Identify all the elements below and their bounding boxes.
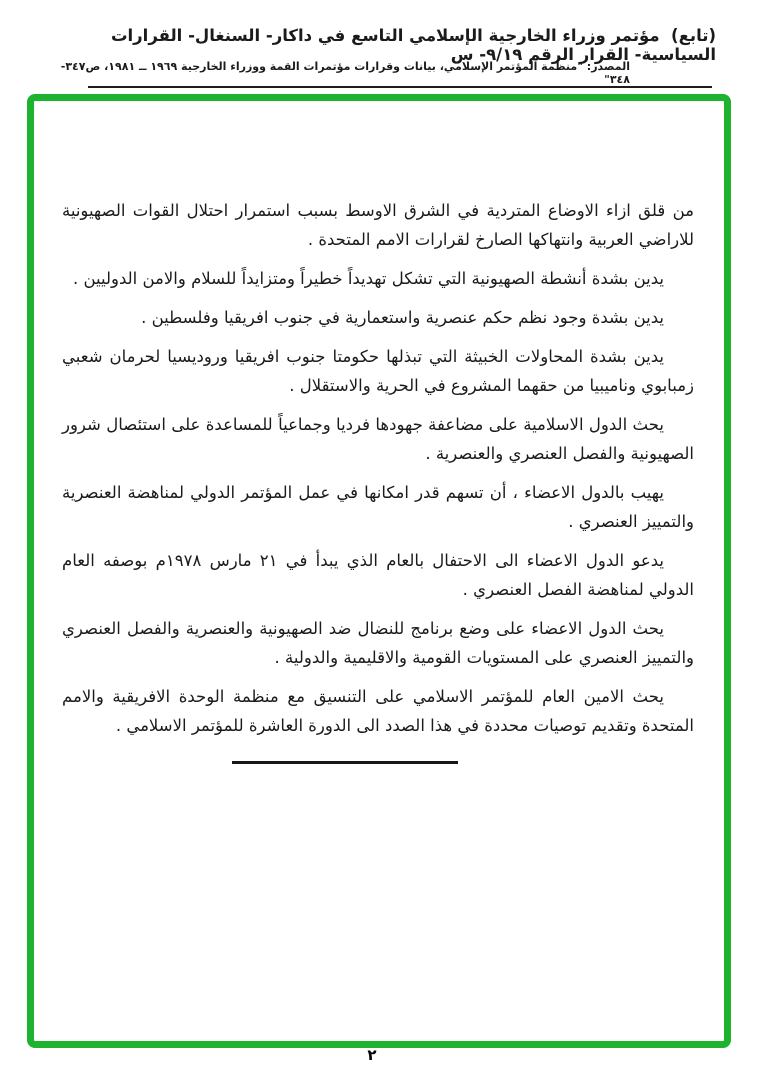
header-divider-rule	[88, 86, 712, 88]
paragraph: يدعو الدول الاعضاء الى الاحتفال بالعام الذي يبدأ في ٢١ مارس ١٩٧٨م بوصفه العام الدولي لمناهضة الفصل العنصري .	[62, 551, 694, 599]
end-of-text-divider-rule	[232, 761, 458, 764]
paragraph: يحث الدول الاعضاء على وضع برنامج للنضال ضد الصهيونية والعنصرية والفصل العنصري والتمييز العنصري على المستويات القومية والاقليمية والدولية .	[62, 619, 694, 667]
paragraph: يحث الدول الاسلامية على مضاعفة جهودها فرديا وجماعياً للمساعدة على استئصال شرور الصهيونية والفصل العنصري والعنصرية .	[62, 415, 694, 463]
paragraph: يحث الامين العام للمؤتمر الاسلامي على التنسيق مع منظمة الوحدة الافريقية والامم المتحدة وتقديم توصيات محددة في هذا الصدد الى الدورة العاشرة للمؤتمر الاسلامي .	[62, 687, 694, 735]
paragraph: يهيب بالدول الاعضاء ، أن تسهم قدر امكانها في عمل المؤتمر الدولي لمناهضة العنصرية والتمييز العنصري .	[62, 483, 694, 531]
document-title: (تابع) مؤتمر وزراء الخارجية الإسلامي التاسع في داكار- السنغال- القرارات السياسية- القرار الرقم ٩/١٩- س	[105, 26, 716, 64]
paragraph: يدين بشدة وجود نظم حكم عنصرية واستعمارية في جنوب افريقيا وفلسطين .	[141, 308, 664, 327]
source-citation: المصدر: "منظمة المؤتمر الإسلامي، بيانات وقرارات مؤتمرات القمة ووزراء الخارجية ١٩٦٩ ــ ١٩٨١، ص٣٤٧- ٣٤٨"	[60, 60, 630, 86]
page-number: ٢	[367, 1046, 377, 1064]
paragraph: يدين بشدة أنشطة الصهيونية التي تشكل تهديداً خطيراً ومتزايداً للسلام والامن الدوليين .	[72, 269, 664, 288]
paragraph: من قلق ازاء الاوضاع المتردية في الشرق الاوسط بسبب استمرار احتلال القوات الصهيونية للاراضي العربية وانتهاكها الصارخ لقرارات الامم المتحدة .	[62, 201, 694, 249]
paragraph: يدين بشدة المحاولات الخبيثة التي تبذلها حكومتا جنوب افريقيا وروديسيا لحرمان شعبي زمبابوي وناميبيا من حقهما المشروع في الحرية والاستقلال .	[62, 347, 694, 395]
resolution-text-block	[62, 196, 694, 750]
